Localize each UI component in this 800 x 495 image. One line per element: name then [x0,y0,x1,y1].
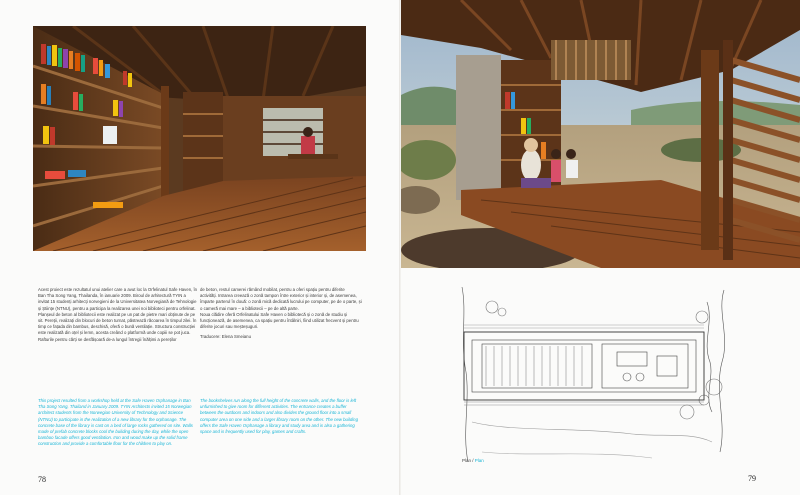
romanian-text-column-2 [200,287,362,341]
page-number-right: 79 [748,474,756,483]
library-exterior-illustration [401,0,800,268]
floor-plan-drawing [452,282,752,482]
paragraph: Planșeul de beton al bibliotecii este realizat pe un pat de pietre mari obținute de pe sit. Pereții, realizați din blocuri de beton turnat, păstrează răcoarea în timpul zilei. În timp ce fațada din bambus, deschisă, oferă o bună ventilație. Structura construcției este realizată din oțel și lemn, acesta creând o platformă unde copiii se pot juca. [38,311,197,336]
paragraph: de beton, restul camerei rămând mobilat, pentru a oferi spațiu pentru diferite activități. Intrarea creează o zonă tampon între exterior și interior și, de asemenea, împarte parterul în două: o zonă mică dedicată lucrului pe computer, pe de o parte, și o cameră mai mare – a bibliotecii – pe de altă parte. [200,287,362,311]
floor-plan-illustration [452,282,752,482]
library-interior-illustration [33,26,366,251]
english-text-column-2 [200,398,362,435]
translator-credit: Traducere: Elena Smeianu [200,334,251,340]
plan-caption [462,458,484,463]
paragraph: Rafturile pentru cărți se desfășoară de-a lungul întregii înălțimi a pereților [38,336,177,342]
paragraph: Noua clădire oferă Orfelinatului Safe Haven o bibliotecă și o zonă de studiu și funcționează, de asemenea, ca spațiu pentru întâlniri, fiind utilizat frecvent și pentru diferite jocuri sau meșteșuguri. [200,311,359,330]
english-paragraph: This project resulted from a workshop held at the Safe Haven Orphanage in Ban Tha Song Yang, Thailand in January 2009. TYIN Architects invited 15 Norwegian architect students from the Norwegian University of Technology and Science (NTNU) to participate in the realization of a new library for the orphanage. The concrete base of the library is cast on a bed of large rocks gathered on site. Walls made of prefab concrete blocks cool the building during the day, while the open bamboo facade offers good ventilation. Iron and wood make up the solid frame construction and provide a comfortable floor for the children to play on. [38,398,193,447]
caption-english: Plan [474,458,484,463]
paragraph: Acest proiect este rezultatul unui atelier care a avut loc la Orfelinatul Safe Haven, în Ban Tha Song Yang, Thailanda, în ianuarie 2009. Biroul de arhitectură TYIN a invitat 15 studenți arhitecți norvegieni de la Universitatea Norvegiană de Tehnologie și Științe (NTNU), pentru a participa la realizarea unei noi biblioteci pentru orfelinat. [38,287,198,311]
library-exterior-photo [401,0,800,268]
english-text-column-1 [38,398,198,448]
caption-label: Plan / [462,458,475,463]
library-interior-photo [33,26,366,251]
page-number-left: 78 [38,475,46,484]
english-paragraph: The bookshelves run along the full height of the concrete walls, and the floor is left unfurnished to give room for different activities. The entrance creates a buffer between the outdoors and indoors and also divides the ground floor into a small computer area on one side and a larger library room on the other. The new building offers the Safe Haven Orphanage a library and study area and is also a gathering space and is frequently used for play, games and crafts. [200,398,358,435]
romanian-text-column-1 [38,287,198,343]
